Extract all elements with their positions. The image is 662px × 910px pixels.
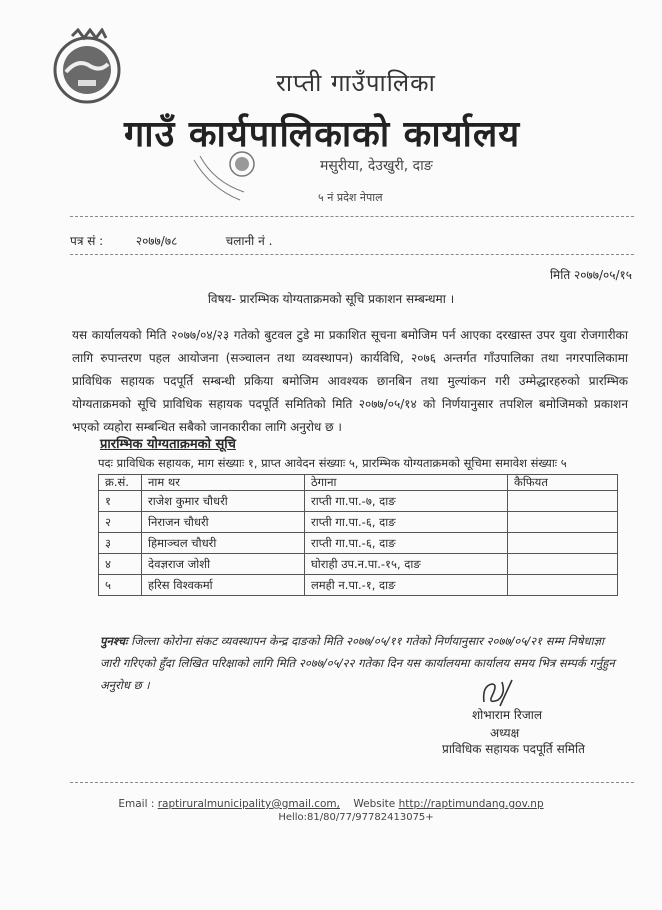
cell-remarks bbox=[508, 491, 618, 512]
cell-remarks bbox=[508, 512, 618, 533]
table-row bbox=[99, 491, 618, 512]
table-row bbox=[99, 575, 618, 596]
postscript-label: पुनश्चः bbox=[100, 634, 128, 648]
signatory-role: अध्यक्ष bbox=[490, 726, 520, 740]
cell-remarks bbox=[508, 575, 618, 596]
cell-name: हरिस विश्वकर्मा bbox=[142, 575, 305, 596]
cell-name: राजेश कुमार चौधरी bbox=[142, 491, 305, 512]
post-info: पदः प्राविधिक सहायक, माग संख्याः १, प्राप्त आवेदन संख्याः ५, प्रारम्भिक योग्यताक्रमको सूचिमा समावेश संख्याः ५ bbox=[98, 456, 567, 470]
cell-address: राप्ती गा.पा.-७, दाङ bbox=[305, 491, 508, 512]
cell-serial: १ bbox=[99, 491, 142, 512]
government-emblem-icon bbox=[48, 28, 126, 108]
postscript bbox=[100, 630, 616, 696]
cell-name: हिमाञ्चल चौधरी bbox=[142, 533, 305, 554]
cell-name: देवज्ञराज जोशी bbox=[142, 554, 305, 575]
cell-address: राप्ती गा.पा.-६, दाङ bbox=[305, 512, 508, 533]
email-link[interactable]: raptiruralmunicipality@gmail.com, bbox=[157, 798, 340, 810]
col-address: ठेगाना bbox=[305, 475, 508, 491]
office-stamp-icon bbox=[190, 148, 268, 208]
website-link[interactable]: http://raptimundang.gov.np bbox=[398, 798, 544, 810]
signatory-name: शोभाराम रिजाल bbox=[472, 708, 542, 722]
cell-address: लमही न.पा.-१, दाङ bbox=[305, 575, 508, 596]
cell-address: घोराही उप.न.पा.-१५, दाङ bbox=[305, 554, 508, 575]
letter-date: मिति २०७७/०५/१५ bbox=[549, 268, 632, 282]
col-name: नाम थर bbox=[142, 475, 305, 491]
address-line: मसुरीया, देउखुरी, दाङ bbox=[320, 158, 433, 174]
cell-serial: २ bbox=[99, 512, 142, 533]
ref-label: पत्र सं : bbox=[70, 234, 104, 248]
org-name: राप्ती गाउँपालिका bbox=[276, 69, 436, 97]
cell-serial: ३ bbox=[99, 533, 142, 554]
province-line: ५ नं प्रदेश नेपाल bbox=[318, 191, 383, 204]
postscript-text: जिल्ला कोरोना संकट व्यवस्थापन केन्द्र दाङको मिति २०७७/०५/११ गतेको निर्णयानुसार २०७७/०५/२१ सम्म निषेधाज्ञा जारी गरिएको हुँदा लिखित परिक्षाको लागि मिति २०७७/०५/२२ गतेका दिन यस कार्यालयमा कार्यालय समय भित्र सम्पर्क गर्नुहुन अनुरोध छ । bbox=[100, 634, 615, 692]
candidate-table bbox=[98, 474, 618, 596]
cell-remarks bbox=[508, 554, 618, 575]
table-header-row bbox=[99, 475, 618, 491]
email-label: Email : bbox=[118, 798, 155, 810]
letter-body: यस कार्यालयको मिति २०७७/०४/२३ गतेको बुटवल टुडे मा प्रकाशित सूचना बमोजिम पर्न आएका दरखास्त उपर युवा रोजगारीका लागि रुपान्तरण पहल आयोजना (सञ्चालन तथा व्यवस्थापन) कार्यविधि, २०७६ अन्तर्गत गाँउपालिका तथा नगरपालिकामा प्राविधिक सहायक पदपूर्ति सम्बन्धी प्रकिया बमोजिम आवश्यक छानबिन तथा मुल्यांकन गरी उम्मेद्धारहरुको प्रारम्भिक योग्यताक्रमको सूचि प्राविधिक सहायक पदपूर्ति समितिको मिति २०७७/०५/१४ को निर्णयानुसार तपशिल बमोजिमको प्रकाशन भएको व्यहोरा सम्बन्धित सबैको जानकारीका लागि अनुरोध छ । bbox=[72, 328, 628, 434]
reference-row bbox=[70, 232, 272, 249]
col-serial: क्र.सं. bbox=[99, 475, 142, 491]
col-remarks: कैफियत bbox=[508, 475, 618, 491]
office-name: गाउँ कार्यपालिकाको कार्यालय bbox=[124, 114, 521, 155]
website-label: Website bbox=[353, 798, 396, 810]
list-title: प्रारम्भिक योग्यताक्रमको सूचि bbox=[100, 437, 236, 452]
table-row bbox=[99, 533, 618, 554]
ref-value: २०७७/७८ bbox=[135, 234, 178, 248]
footer-divider bbox=[70, 782, 634, 783]
dispatch-label: चलानी नं . bbox=[225, 234, 273, 248]
cell-serial: ४ bbox=[99, 554, 142, 575]
table-row bbox=[99, 512, 618, 533]
footer-contact bbox=[0, 798, 662, 810]
cell-remarks bbox=[508, 533, 618, 554]
cell-name: निराजन चौधरी bbox=[142, 512, 305, 533]
signatory-committee: प्राविधिक सहायक पदपूर्ति समिति bbox=[442, 742, 585, 756]
cell-serial: ५ bbox=[99, 575, 142, 596]
table-row bbox=[99, 554, 618, 575]
footer-phone: Hello:81/80/77/97782413075+ bbox=[278, 812, 434, 823]
reference-divider bbox=[70, 254, 634, 255]
header-divider bbox=[70, 216, 634, 217]
signature-icon bbox=[478, 676, 518, 710]
cell-address: राप्ती गा.पा.-६, दाङ bbox=[305, 533, 508, 554]
letter-subject: विषय- प्रारम्भिक योग्यताक्रमको सूचि प्रकाशन सम्बन्धमा । bbox=[207, 292, 455, 306]
